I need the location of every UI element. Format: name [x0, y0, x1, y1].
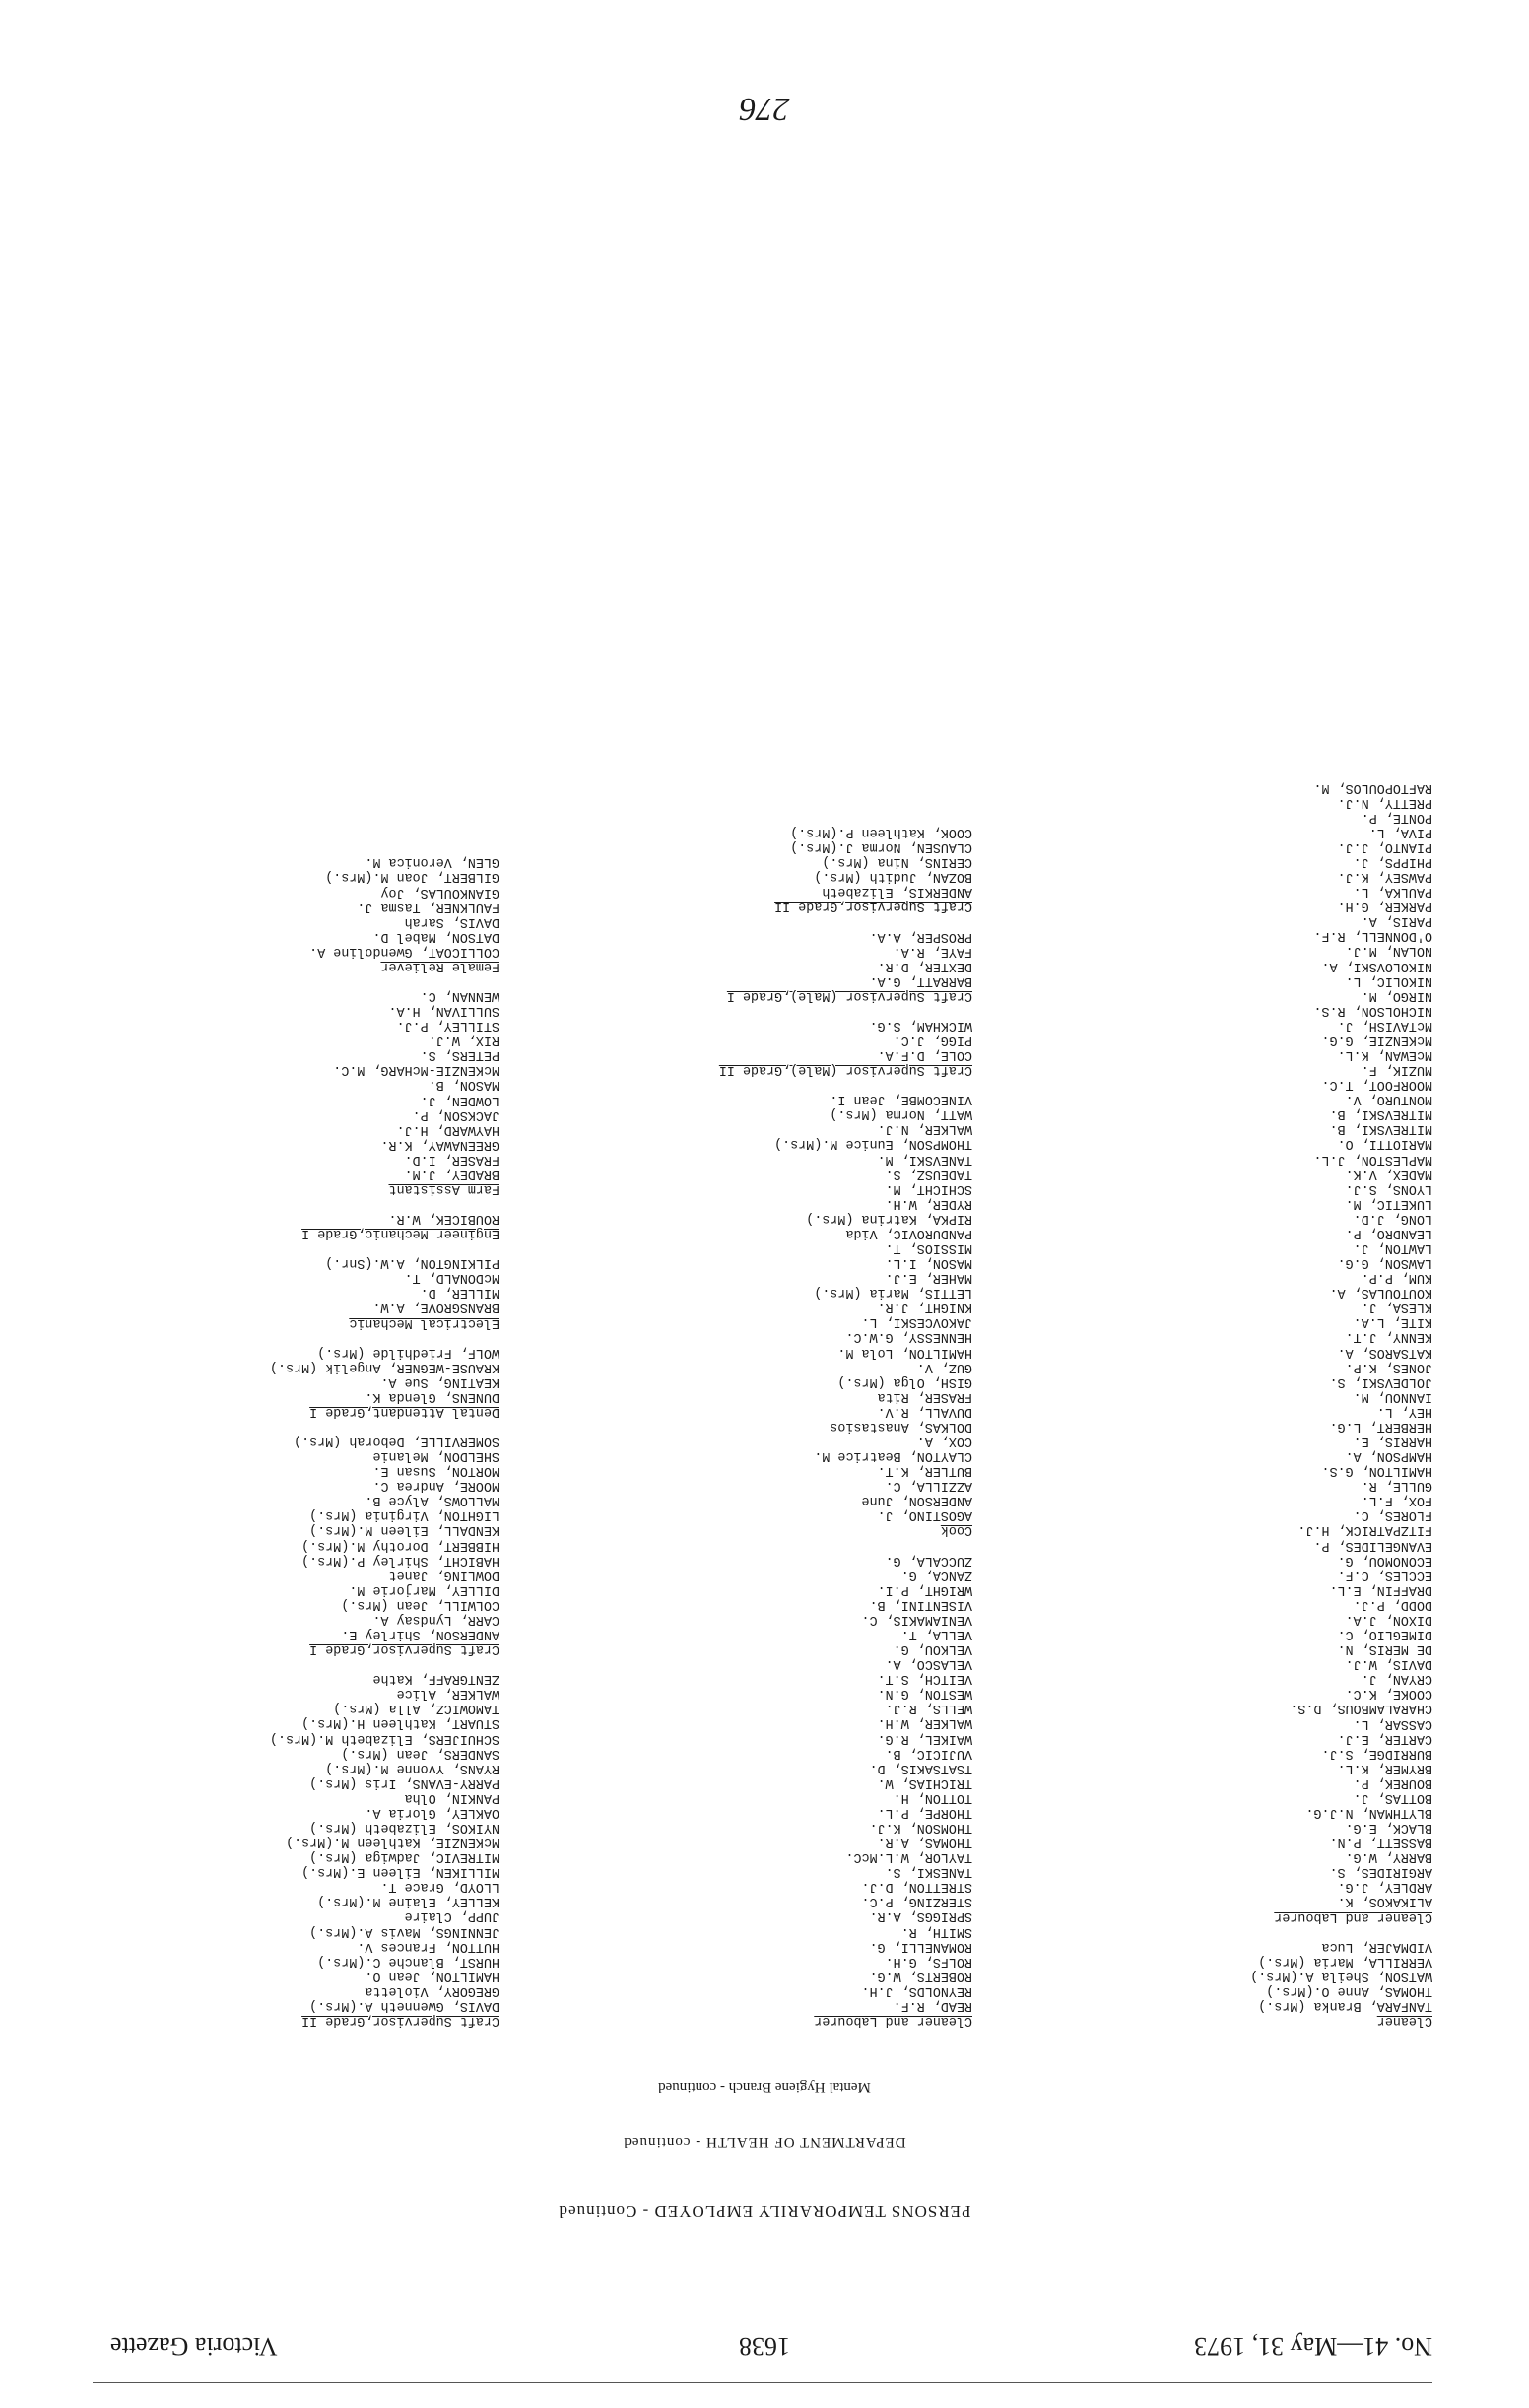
employee-entry: COOKE, K.C.	[1345, 1686, 1432, 1702]
employee-entry: VIDMAJER, Luca	[1321, 1938, 1432, 1954]
employee-entry: WALKER, N.J.	[877, 1121, 972, 1137]
employee-entry: NOLAN, M.J.	[1345, 943, 1432, 959]
employee-entry: MUZIK, F.	[1361, 1062, 1432, 1078]
section-heading: Craft Supervisor,Grade I	[309, 1641, 499, 1657]
employee-entry: HABICHT, Shirley P.(Mrs.)	[301, 1552, 499, 1568]
employee-entry: EVANGELIDES, P.	[1313, 1537, 1432, 1553]
employee-entry: NIKOLOVSKI, A.	[1321, 958, 1432, 973]
employee-entry: JAKOVCESKI, L.	[861, 1314, 972, 1330]
employee-entry: DAVIS, Sarah	[404, 913, 499, 929]
employee-entry: MASON, B.	[428, 1077, 499, 1093]
employee-entry: LETTIS, Maria (Mrs.)	[814, 1285, 972, 1301]
employee-entry: FOX, F.L.	[1361, 1493, 1432, 1508]
publication-name: Victoria Gazette	[110, 2332, 278, 2361]
employee-entry: THOMAS, A.R.	[877, 1835, 972, 1850]
employee-entry: GREENAWAY, K.R.	[380, 1136, 499, 1152]
employee-entry: ECCLES, C.F.	[1337, 1567, 1432, 1582]
section-heading: Craft Supervisor (Male),Grade II	[718, 1062, 972, 1078]
employee-entry: MASON, I.L.	[885, 1255, 972, 1271]
employee-entry: STERZING, P.C.	[861, 1894, 972, 1909]
employee-entry: TAYLOR, W.L.McC.	[845, 1849, 972, 1865]
employee-entry: RAFTOPOULOS, M.	[1313, 779, 1432, 795]
employee-entry: WATT, Norma (Mrs.)	[830, 1106, 972, 1122]
employee-entry: LYONS, S.J.	[1345, 1180, 1432, 1196]
employee-entry: MOORE, Andrea C.	[372, 1478, 499, 1494]
employee-entry: CRYAN, J.	[1361, 1671, 1432, 1687]
employee-entry: HIBBERT, Dorothy M.(Mrs.)	[301, 1537, 499, 1553]
employee-entry: MILLER, D.	[420, 1285, 499, 1301]
employee-entry: BRADEY, J.M.	[404, 1166, 499, 1181]
employee-entry: COLE, D.F.A.	[877, 1047, 972, 1063]
employee-entry: WALKER, W.H.	[877, 1715, 972, 1731]
employee-entry: KATSAROS, A.	[1337, 1344, 1432, 1360]
employee-entry: PAWSEY, K.J.	[1337, 869, 1432, 885]
employee-entry: BOTTAS, J.	[1353, 1789, 1432, 1805]
employee-entry: TANFARA, Branka (Mrs.)	[1258, 1997, 1432, 2013]
employee-entry: PARKER, G.H.	[1337, 899, 1432, 914]
employee-entry: PANDUROVIC, Vida	[845, 1225, 972, 1240]
employee-entry: GREGORY, Violetta	[365, 1982, 499, 1998]
employee-entry: OAKLEY, Gloria A.	[365, 1804, 499, 1820]
section-heading: Craft Supervisor,Grade II	[774, 899, 972, 914]
top-rule	[93, 2382, 1432, 2383]
employee-entry: McKENZIE, G.G.	[1321, 1032, 1432, 1047]
employee-entry: ZANCA, G.	[900, 1567, 972, 1582]
section-heading: Female Reliever	[380, 958, 499, 973]
employee-entry: DIMEGLIO, C.	[1337, 1627, 1432, 1642]
column-2	[559, 825, 972, 2028]
employee-entry: WICKHAM, S.G.	[869, 1017, 972, 1033]
employee-entry: KITE, L.A.	[1353, 1314, 1432, 1330]
employee-entry: FAULKNER, Tasma J.	[357, 899, 499, 914]
employee-entry: PHIPPS, J.	[1353, 853, 1432, 869]
employee-entry: HUTTON, Frances V.	[357, 1938, 499, 1954]
employee-entry: FLORES, C.	[1353, 1507, 1432, 1523]
branch-heading: Mental Hygiene Branch - continued	[658, 2079, 871, 2095]
employee-entry: PIANTO, J.J.	[1337, 838, 1432, 854]
employee-entry: CLAYTON, Beatrice M.	[814, 1448, 972, 1464]
employee-entry: KELLEY, Elaine M.(Mrs.)	[317, 1894, 499, 1909]
gazette-page-number: 1638	[739, 2332, 790, 2361]
employee-entry: HEY, L.	[1376, 1403, 1432, 1419]
employee-entry: ZENTGRAFF, Kathe	[372, 1671, 499, 1687]
employee-entry: HERBERT, L.G.	[1329, 1418, 1432, 1434]
issue-date: No. 41—May 31, 1973	[1194, 2332, 1432, 2361]
employee-entry: GUZ, V.	[916, 1359, 972, 1374]
employee-entry: HARRIS, E.	[1353, 1434, 1432, 1449]
employee-entry: HAMPSON, A.	[1345, 1448, 1432, 1464]
employee-entry: READ, R.F.	[893, 1997, 972, 2013]
employee-entry: IANNOU, M.	[1353, 1388, 1432, 1404]
employee-entry: AZZILLA, C.	[885, 1478, 972, 1494]
employee-entry: GULLE, R.	[1361, 1478, 1432, 1494]
employee-entry: COX, A.	[916, 1434, 972, 1449]
employee-entry: MITREVIC, Jadwiga (Mrs.)	[309, 1849, 499, 1865]
employee-entry: WATSON, Sheila A.(Mrs.)	[1250, 1968, 1432, 1983]
employee-entry: KLESA, J.	[1361, 1300, 1432, 1315]
employee-entry: BRANSGROVE, A.W.	[372, 1300, 499, 1315]
employee-entry: JONES, K.P.	[1345, 1359, 1432, 1374]
employee-entry: PETERS, S.	[420, 1047, 499, 1063]
employee-entry: KUM, P.P.	[1361, 1270, 1432, 1286]
employee-entry: DE MERIS, N.	[1337, 1641, 1432, 1657]
employee-entry: CARR, Lyndsay A.	[372, 1611, 499, 1627]
employee-entry: VEITCH, S.T.	[877, 1671, 972, 1687]
employee-entry: VENIAMAKIS, C.	[861, 1611, 972, 1627]
employee-entry: TANEVSKI, M.	[877, 1151, 972, 1167]
employee-entry: BARRY, W.G.	[1345, 1849, 1432, 1865]
employee-entry: CHARALAMBOUS, D.S.	[1290, 1701, 1432, 1716]
employee-entry: ANDERSON, Shirley E.	[341, 1627, 499, 1642]
employee-entry: KRAUSE-WEGNER, Angelik (Mrs.)	[269, 1359, 499, 1374]
employee-entry: BOZAN, Judith (Mrs.)	[814, 869, 972, 885]
employee-entry: NIKOLIC, L.	[1345, 972, 1432, 988]
employee-entry: HAYWARD, H.J.	[396, 1121, 499, 1137]
section-heading: Electrical Mechanic	[349, 1314, 499, 1330]
employee-entry: VELLA, T.	[900, 1626, 972, 1641]
employee-entry: WALKER, Alice	[396, 1686, 499, 1702]
employee-entry: CERINS, Nina (Mrs.)	[822, 854, 972, 870]
employee-entry: COOK, Kathleen P.(Mrs.)	[790, 825, 972, 840]
employee-entry: BRYMER, K.L.	[1337, 1760, 1432, 1775]
employee-entry: McDONALD, T.	[404, 1270, 499, 1286]
employee-entry: BLYTHMAN, N.J.G.	[1305, 1804, 1432, 1820]
employee-entry: RYANS, Yvonne M.(Mrs.)	[325, 1760, 499, 1775]
employee-entry: VERRILLA, Maria (Mrs.)	[1258, 1953, 1432, 1969]
employee-entry: COLLICOAT, Gwendoline A.	[309, 943, 499, 959]
employee-entry: PRETTY, N.J.	[1337, 794, 1432, 810]
employee-entry: VINECOMBE, Jean I.	[830, 1092, 972, 1107]
employee-entry: MAPLESTON, J.L.	[1313, 1151, 1432, 1167]
employee-entry: BOUREK, P.	[1353, 1774, 1432, 1790]
employee-entry: LIGHTON, Virginia (Mrs.)	[309, 1507, 499, 1523]
employee-entry: SANDERS, Jean (Mrs.)	[341, 1745, 499, 1761]
employee-entry: McTAVISH, J.	[1337, 1017, 1432, 1033]
employee-entry: VELASCO, A.	[885, 1656, 972, 1672]
column-3	[86, 854, 499, 2028]
employee-entry: KENNY, J.T.	[1345, 1329, 1432, 1345]
employee-entry: ARGIRIDES, S.	[1329, 1864, 1432, 1880]
employee-entry: JENNINGS, Mavis A.(Mrs.)	[309, 1923, 499, 1939]
employee-entry: JUPP, Claire	[404, 1908, 499, 1924]
employee-entry: ALIKAKOS, K.	[1337, 1894, 1432, 1909]
employee-entry: SULLIVAN, H.A.	[388, 1003, 499, 1019]
employee-entry: AGOSTINO, J.	[877, 1507, 972, 1523]
employee-entry: KOUTOULAS, A.	[1329, 1285, 1432, 1301]
employee-entry: SOMERVILLE, Deborah (Mrs.)	[294, 1434, 499, 1449]
employee-entry: WELLS, R.J.	[885, 1701, 972, 1716]
section-heading: Cleaner and Labourer	[814, 2013, 972, 2028]
employee-entry: DATSON, Mabel D.	[372, 928, 499, 944]
employee-entry: WRIGHT, P.I.	[877, 1581, 972, 1597]
employee-entry: TSATSAKIS, D.	[869, 1760, 972, 1775]
employee-entry: THOMPSON, Eunice M.(Mrs.)	[774, 1136, 972, 1152]
employee-entry: MADEX, V.K.	[1345, 1166, 1432, 1181]
employee-entry: DUVALL, R.V.	[877, 1403, 972, 1419]
section-heading: Craft Supervisor,Grade II	[301, 2013, 499, 2028]
employee-entry: LAWSON, G.G.	[1337, 1255, 1432, 1271]
employee-entry: PIVA, L.	[1368, 824, 1432, 839]
section-heading: Craft Supervisor (Male),Grade I	[726, 987, 972, 1003]
employee-entry: MALLOWS, Alyce B.	[365, 1493, 499, 1508]
employee-entry: LAWTON, J.	[1353, 1240, 1432, 1256]
employee-entry: LUKETIC, M.	[1345, 1195, 1432, 1211]
employee-entry: KEATING, Sue A.	[380, 1373, 499, 1389]
employee-entry: JACKSON, P.	[412, 1106, 499, 1122]
employee-entry: MILLIKEN, Eileen E.(Mrs.)	[301, 1864, 499, 1880]
employee-entry: DEXTER, D.R.	[877, 958, 972, 973]
employee-entry: DODD, P.J.	[1353, 1596, 1432, 1612]
employee-entry: LLOYD, Grace T.	[380, 1879, 499, 1895]
employee-entry: STRETTON, D.J.	[861, 1879, 972, 1895]
employee-entry: WESTON, G.N.	[877, 1686, 972, 1702]
employee-entry: ROUBICEK, W.R.	[388, 1211, 499, 1227]
employee-entry: JOLDEVSKI, S.	[1329, 1373, 1432, 1389]
employee-entry: SMITH, R.	[900, 1923, 972, 1939]
employee-entry: BLACK, E.G.	[1345, 1820, 1432, 1836]
employee-entry: BURRIDGE, S.J.	[1321, 1745, 1432, 1761]
employee-entry: PILKINGTON, A.W.(Snr.)	[325, 1255, 499, 1271]
employee-entry: ECONOMOU, G.	[1337, 1552, 1432, 1568]
employee-entry: ANDERKIS, Elizabeth	[822, 884, 972, 900]
employee-entry: DOLKAS, Anastasios	[830, 1418, 972, 1434]
employee-entry: CLAUSEN, Norma J.(Mrs.)	[790, 839, 972, 855]
employee-entry: RIX, W.J.	[428, 1033, 499, 1048]
employee-entry: THOMAS, Anne O.(Mrs.)	[1266, 1982, 1432, 1998]
employee-entry: LOWDEN, J.	[420, 1092, 499, 1107]
employee-entry: GILBERT, Joan M.(Mrs.)	[325, 869, 499, 885]
employee-entry: DUNENS, Glenda K.	[365, 1388, 499, 1404]
employee-entry: VUJICIC, B.	[885, 1745, 972, 1761]
employee-entry: BARRATT, G.A.	[869, 972, 972, 988]
employee-entry: TANESKI, S.	[885, 1864, 972, 1880]
employee-entry: DAVIS, Gwenneth A.(Mrs.)	[309, 1997, 499, 2013]
document-title: PERSONS TEMPORARILY EMPLOYED - Continued	[558, 2202, 971, 2221]
schedule-page-number: 276	[739, 91, 790, 127]
employee-entry: PROSPER, A.A.	[869, 928, 972, 944]
employee-entry: VELKOU, G.	[893, 1641, 972, 1657]
employee-entry: DILLEY, Marjorie M.	[349, 1581, 499, 1597]
employee-entry: NICHOLSON, R.S.	[1313, 1002, 1432, 1018]
section-heading: Dental Attendant,Grade I	[309, 1403, 499, 1419]
employee-entry: PONTE, P.	[1361, 809, 1432, 825]
employee-entry: GIANKOULAS, Joy	[380, 884, 499, 900]
employee-entry: DIXON, J.A.	[1345, 1611, 1432, 1627]
employee-entry: PARRY-EVANS, Iris (Mrs.)	[309, 1774, 499, 1790]
employee-entry: TRICHIAS, W.	[877, 1774, 972, 1790]
employee-entry: McKENZIE, Kathleen M.(Mrs.)	[286, 1835, 499, 1850]
employee-entry: FRASER, I.D.	[404, 1151, 499, 1167]
employee-entry: ROMANELLI, G.	[869, 1938, 972, 1954]
employee-entry: CARTER, E.J.	[1337, 1730, 1432, 1746]
employee-entry: TADEUSZ, S.	[885, 1166, 972, 1181]
employee-entry: DOWLING, Janet	[388, 1567, 499, 1582]
employee-entry: CASSAR, L.	[1353, 1715, 1432, 1731]
employee-entry: HAMILTON, Lola M.	[837, 1344, 972, 1360]
employee-entry: LEANDRO, P.	[1345, 1225, 1432, 1240]
employee-entry: PANKIN, Olha	[404, 1789, 499, 1805]
employee-entry: HAMILTON, Jean O.	[365, 1968, 499, 1983]
employee-entry: NIRGO, M.	[1361, 987, 1432, 1003]
employee-entry: STILLEY, P.J.	[396, 1018, 499, 1034]
employee-entry: MAHER, E.J.	[885, 1270, 972, 1286]
section-heading: Cook	[940, 1522, 972, 1538]
employee-entry: SCHUIJERS, Elizabeth M.(Mrs.)	[269, 1730, 499, 1746]
employee-entry: HURST, Blanche C.(Mrs.)	[317, 1953, 499, 1969]
employee-entry: GLEN, Veronica M.	[365, 854, 499, 870]
employee-entry: THOMSON, K.J.	[869, 1819, 972, 1835]
employee-entry: THORPE, P.L.	[877, 1804, 972, 1820]
employee-entry: BASSETT, P.N.	[1329, 1835, 1432, 1850]
employee-entry: RYDER, W.H.	[885, 1195, 972, 1211]
employee-entry: WENNAN, C.	[420, 988, 499, 1003]
employee-entry: KNIGHT, J.R.	[877, 1300, 972, 1315]
employee-entry: McKENZIE-McHARG, M.C.	[333, 1062, 499, 1078]
department-heading: DEPARTMENT OF HEALTH - continued	[623, 2134, 906, 2150]
section-heading: Cleaner	[1376, 2013, 1432, 2028]
employee-entry: LONG, J.D.	[1353, 1210, 1432, 1226]
employee-entry: MISSIOS, T.	[885, 1240, 972, 1256]
employee-entry: SPRIGGS, A.R.	[869, 1908, 972, 1924]
employee-entry: HAMILTON, G.S.	[1321, 1463, 1432, 1479]
employee-entry: REYNOLDS, J.H.	[861, 1982, 972, 1998]
employee-entry: COLWILL, Jean (Mrs.)	[341, 1596, 499, 1612]
employee-entry: MITREVSKI, B.	[1329, 1106, 1432, 1122]
employee-entry: O'DONNELL, R.F.	[1313, 928, 1432, 944]
employee-entry: WOLF, Friedhilde (Mrs.)	[317, 1344, 499, 1360]
employee-entry: FAYE, R.A.	[893, 943, 972, 959]
employee-entry: ARDLEY, J.G.	[1337, 1879, 1432, 1895]
employee-entry: DAVIS, W.J.	[1345, 1656, 1432, 1672]
employee-entry: GISH, Olga (Mrs.)	[837, 1373, 972, 1389]
employee-entry: PARIS, A.	[1361, 913, 1432, 929]
employee-entry: DRAFFIN, E.L.	[1329, 1581, 1432, 1597]
employee-entry: ROLFS, G.H.	[885, 1953, 972, 1969]
employee-entry: SCHICHT, M.	[885, 1180, 972, 1196]
employee-entry: MORTON, Susan E.	[372, 1463, 499, 1479]
employee-entry: ROBERTS, W.G.	[869, 1968, 972, 1983]
employee-entry: RIPKA, Katrina (Mrs.)	[806, 1210, 972, 1226]
section-heading: Engineer Mechanic,Grade I	[301, 1226, 499, 1241]
employee-entry: SHELDON, Melanie	[372, 1448, 499, 1464]
column-1	[1019, 780, 1432, 2028]
employee-entry: MOORFOOT, T.C.	[1321, 1077, 1432, 1093]
employee-entry: MARIOTTI, O.	[1337, 1136, 1432, 1152]
section-heading: Cleaner and Labourer	[1274, 1908, 1432, 1924]
employee-entry: MITREVSKI, B.	[1329, 1121, 1432, 1137]
employee-entry: ZUCCALA, G.	[885, 1552, 972, 1568]
employee-entry: FITZPATRICK, H.J.	[1297, 1522, 1432, 1538]
employee-entry: ANDERSON, June	[861, 1493, 972, 1508]
employee-entry: McEWAN, K.L.	[1337, 1047, 1432, 1062]
employee-entry: PAULKA, L.	[1353, 884, 1432, 900]
employee-entry: HENNESSY, G.W.C.	[845, 1329, 972, 1345]
employee-entry: VISENTINI, B.	[869, 1596, 972, 1612]
section-heading: Farm Assistant	[388, 1181, 499, 1197]
employee-entry: STUART, Kathleen H.(Mrs.)	[301, 1715, 499, 1731]
employee-entry: MONTURO, V.	[1345, 1092, 1432, 1107]
employee-entry: TAMOWICZ, Alla (Mrs.)	[333, 1701, 499, 1716]
employee-entry: TOTTON, H.	[893, 1789, 972, 1805]
employee-entry: BUTLER, K.T.	[877, 1463, 972, 1479]
employee-entry: PIGG, J.C.	[893, 1033, 972, 1047]
employee-entry: FRASER, Rita	[877, 1388, 972, 1404]
employee-entry: NYIKOS, Elizabeth (Mrs.)	[309, 1819, 499, 1835]
employee-entry: KENDALL, Eileen M.(Mrs.)	[309, 1522, 499, 1538]
employee-entry: WAIKEL, R.G.	[877, 1730, 972, 1746]
